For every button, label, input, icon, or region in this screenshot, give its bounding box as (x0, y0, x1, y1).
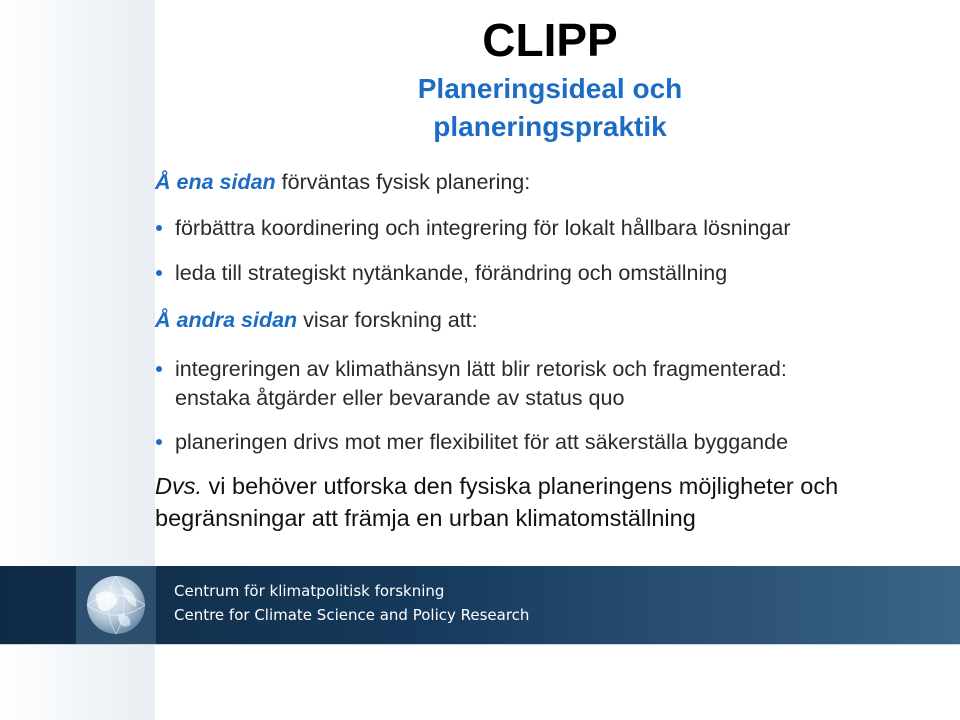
section1-lead-text: förväntas fysisk planering: (281, 170, 531, 194)
slide-title: CLIPP (482, 14, 618, 66)
bullet-icon (156, 270, 162, 276)
list-item (155, 355, 945, 413)
slide-content (155, 168, 945, 534)
conclusion (155, 470, 945, 534)
slide-subtitle (380, 70, 720, 146)
section2-lead-text: visar forskning att: (303, 308, 478, 332)
section2-bullet-list (155, 355, 945, 457)
bullet-icon (156, 225, 162, 231)
list-item (155, 214, 945, 243)
conclusion-line-2: begränsningar att främja en urban klimatomställning (155, 505, 696, 531)
section2-lead (155, 306, 945, 335)
org-name-swedish: Centrum för klimatpolitisk forskning (174, 582, 445, 600)
org-name-english: Centre for Climate Science and Policy Research (174, 606, 530, 624)
conclusion-line-1: vi behöver utforska den fysiska planeringens möjligheter och (208, 473, 839, 499)
bullet-text-line-2: enstaka åtgärder eller bevarande av status quo (175, 386, 625, 410)
bullet-text: leda till strategiskt nytänkande, förändring och omställning (175, 261, 728, 285)
bullet-text: förbättra koordinering och integrering för lokalt hållbara lösningar (175, 216, 791, 240)
bullet-icon (156, 366, 162, 372)
footer-banner (0, 566, 960, 644)
section2-lead-emphasis: Å andra sidan (155, 308, 298, 332)
section1-lead (155, 168, 945, 197)
bullet-icon (156, 439, 162, 445)
bullet-text-line-1: integreringen av klimathänsyn lätt blir retorisk och fragmenterad: (175, 357, 787, 381)
subtitle-line-2: planeringspraktik (433, 111, 667, 142)
logo (76, 566, 156, 644)
section1-lead-emphasis: Å ena sidan (155, 170, 276, 194)
footer-separator (0, 644, 960, 645)
bullet-text: planeringen drivs mot mer flexibilitet för att säkerställa byggande (175, 430, 789, 454)
conclusion-emphasis: Dvs. (155, 473, 202, 499)
list-item (155, 428, 945, 457)
subtitle-line-1: Planeringsideal och (417, 73, 683, 104)
globe-icon (82, 571, 150, 639)
section1-bullet-list (155, 214, 945, 288)
list-item (155, 259, 945, 288)
